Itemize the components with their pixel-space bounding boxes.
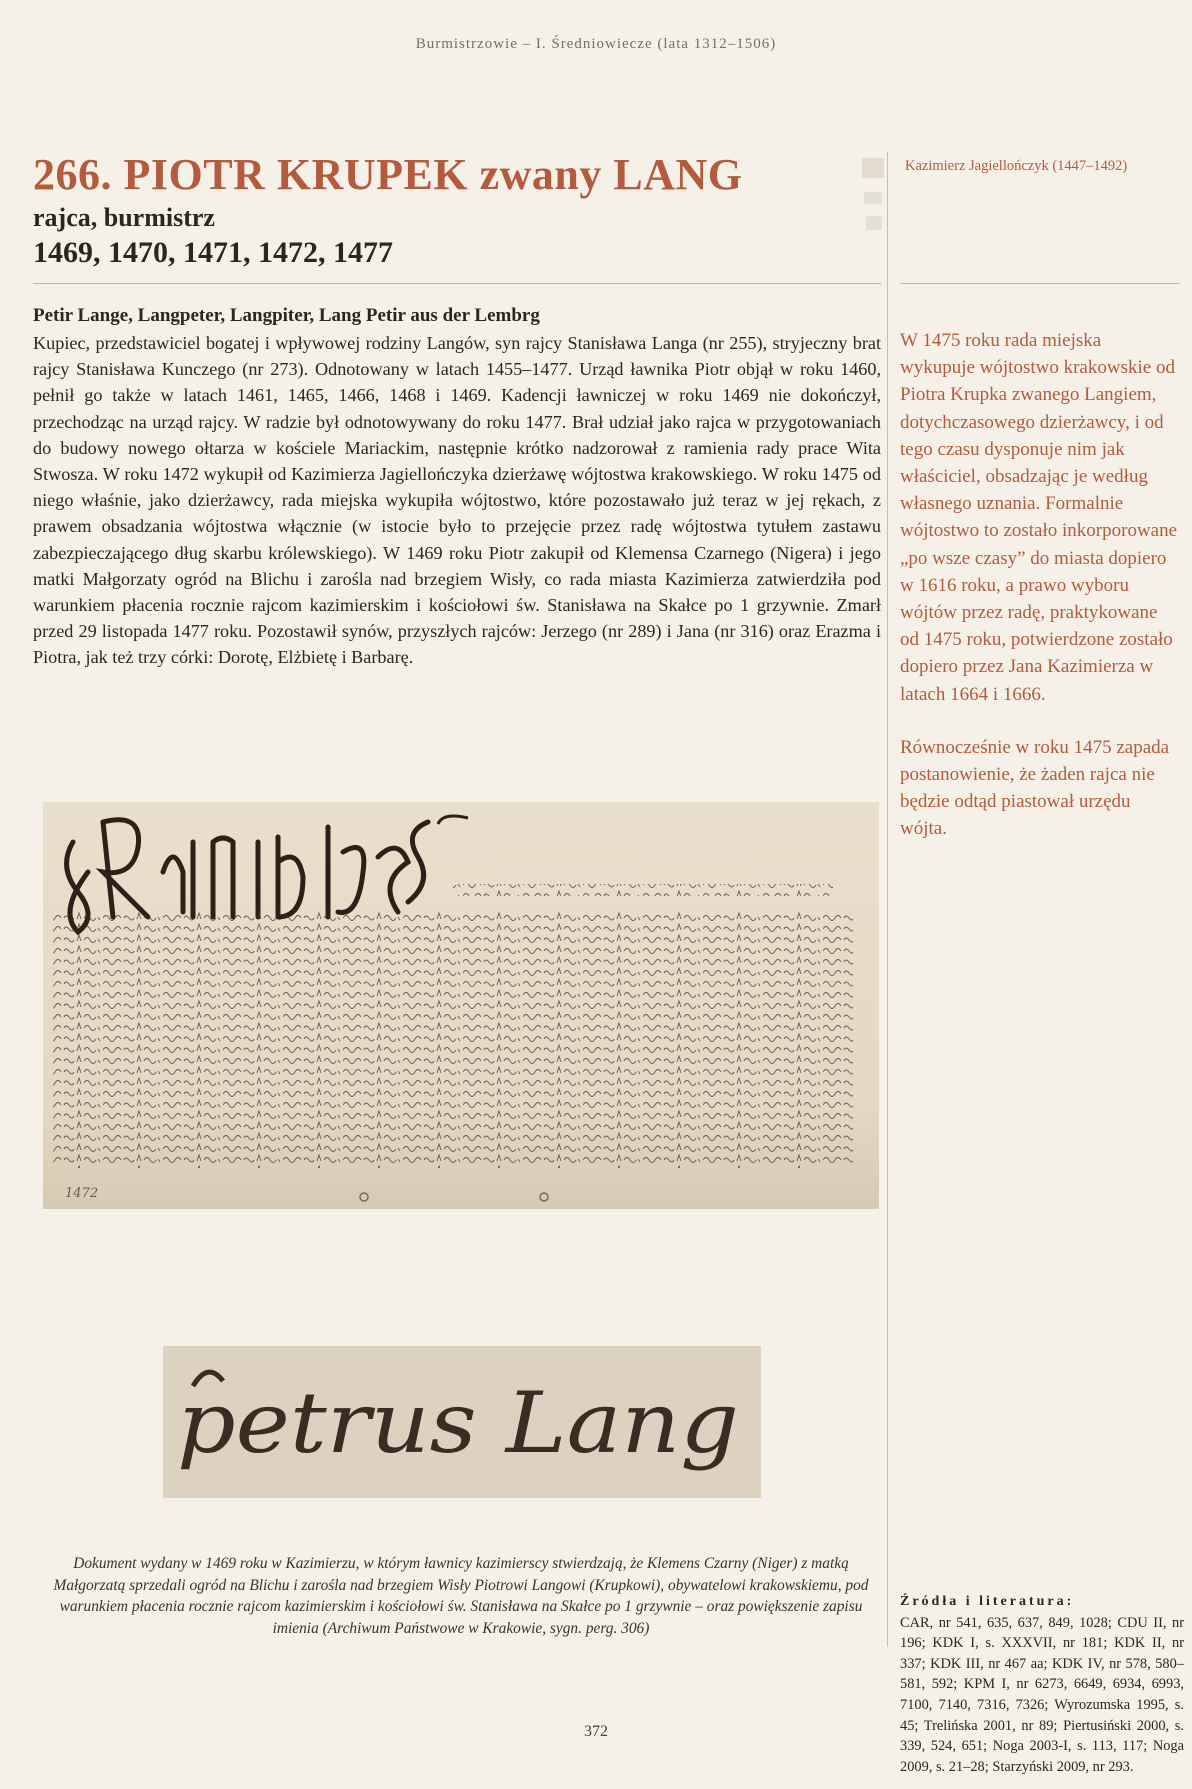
entry-years: 1469, 1470, 1471, 1472, 1477 — [33, 236, 393, 269]
page-number: 372 — [584, 1723, 608, 1740]
document-annotation: 1472 — [65, 1186, 99, 1201]
side-note-paragraph-1: W 1475 roku rada miejska wykupuje wójtostwo krakowskie od Piotra Krupka zwanego Langiem, dotychczasowego dzierżawcy, i od tego czasu dysponuje nim jak właściciel, obsadzając je według własnego uznania. Formalnie wójtostwo to zostało inkorporowane „po wsze czasy” do miasta dopiero w 1616 roku, a prawo wyboru wójtów przez radę, praktykowane od 1475 roku, potwierdzone zostało dopiero przez Jana Kazimierza w latach 1664 i 1666. — [900, 330, 1178, 705]
reign-note: Kazimierz Jagiellończyk (1447–1492) — [905, 158, 1128, 174]
signature-enlargement-image — [163, 1346, 761, 1498]
sources-text: CAR, nr 541, 635, 637, 849, 1028; CDU II, nr 196; KDK I, s. XXXVII, nr 181; KDK II, nr 337; KDK III, nr 467 aa; KDK IV, nr 578, 580–581, 592; KPM I, nr 6273, 6649, 6934, 6993, 7100, 7140, 7316, 7326; Wyrozumska 1995, s. 45; Trelińska 2001, nr 89; Piertusiński 2000, s. 339, 524, 651; Noga 2003-I, s. 113, 117; Noga 2009, s. 21–28; Starzyński 2009, nr 293. — [900, 1614, 1184, 1775]
parchment-document-image — [43, 802, 879, 1209]
side-note-paragraph-2: Równocześnie w roku 1475 zapada postanowienie, że żaden rajca nie będzie odtąd piastował urzędu wójta. — [900, 736, 1170, 840]
entry-title: 266. PIOTR KRUPEK zwany LANG — [33, 150, 743, 199]
biography — [33, 302, 881, 671]
entry-header — [33, 150, 883, 272]
show-through-ghost-text — [860, 150, 890, 265]
name-variants: Petir Lange, Langpeter, Langpiter, Lang Petir aus der Lembrg — [33, 305, 540, 326]
sources-heading: Źródła i literatura: — [900, 1594, 1075, 1609]
entry-subtitle: rajca, burmistrz — [33, 203, 215, 232]
biography-text: Kupiec, przedstawiciel bogatej i wpływowej rodziny Langów, syn rajcy Stanisława Langa (nr 255), stryjeczny brat rajcy Stanisława Kunczego (nr 273). Odnotowany w latach 1455–1477. Urząd ławnika Piotr objął w roku 1460, pełnił go także w latach 1461, 1465, 1466, 1468 i 1469. Kadencji ławniczej w roku 1469 nie dokończył, przechodząc na urząd rajcy. W radzie był odnotowywany do roku 1477. Brał udział jako rajca w przygotowaniach do budowy nowego ołtarza w kościele Mariackim, następnie krótko nadzorował z ramienia rady prace Wita Stwosza. W roku 1472 wykupił od Kazimierza Jagiellończyka dzierżawę wójtostwa krakowskiego. W roku 1475 od niego właśnie, jako dzierżawcy, rada miejska wykupiła wójtostwo, które pozostawało już teraz w jej rękach, z prawem obsadzania wójtostwa włącznie (w istocie było to przejęcie przez radę wójtostwa tytułem zastawu zabezpieczającego dług skarbu królewskiego). W 1469 roku Piotr zakupił od Klemensa Czarnego (Nigera) i jego matki Małgorzaty ogród na Blichu i zarośla nad brzegiem Wisły, co rada miasta Kazimierza zatwierdziła pod warunkiem płacenia rocznie rajcom kazimierskim i kościołowi św. Stanisława na Skałce po 1 grzywnie. Zmarł przed 29 listopada 1477 roku. Pozostawił synów, przyszłych rajców: Jerzego (nr 289) i Jana (nr 316) oraz Erazma i Piotra, jak też trzy córki: Dorotę, Elżbietę i Barbarę. — [33, 333, 881, 668]
figure-caption: Dokument wydany w 1469 roku w Kazimierzu, w którym ławnicy kazimierscy stwierdzają, że Klemens Czarny (Niger) z matką Małgorzatą sprzedali ogród na Blichu i zarośla nad brzegiem Wisły Piotrowi Langowi (Krupkowi), obywatelowi krakowskiemu, pod warunkiem płacenia rocznie rajcom kazimierskim i kościołowi św. Stanisława na Skałce po 1 grzywnie – oraz powiększenie zapisu imienia (Archiwum Państwowe w Krakowie, sygn. perg. 306) — [53, 1555, 869, 1637]
reign-underline — [900, 283, 1180, 284]
signature-text: petrus Lang — [177, 1374, 739, 1472]
running-head: Burmistrzowie – I. Średniowiecze (lata 1312–1506) — [415, 36, 777, 52]
column-divider-line — [887, 152, 888, 1647]
side-note — [900, 327, 1180, 869]
sources-section — [900, 1592, 1184, 1777]
title-underline — [33, 283, 881, 284]
